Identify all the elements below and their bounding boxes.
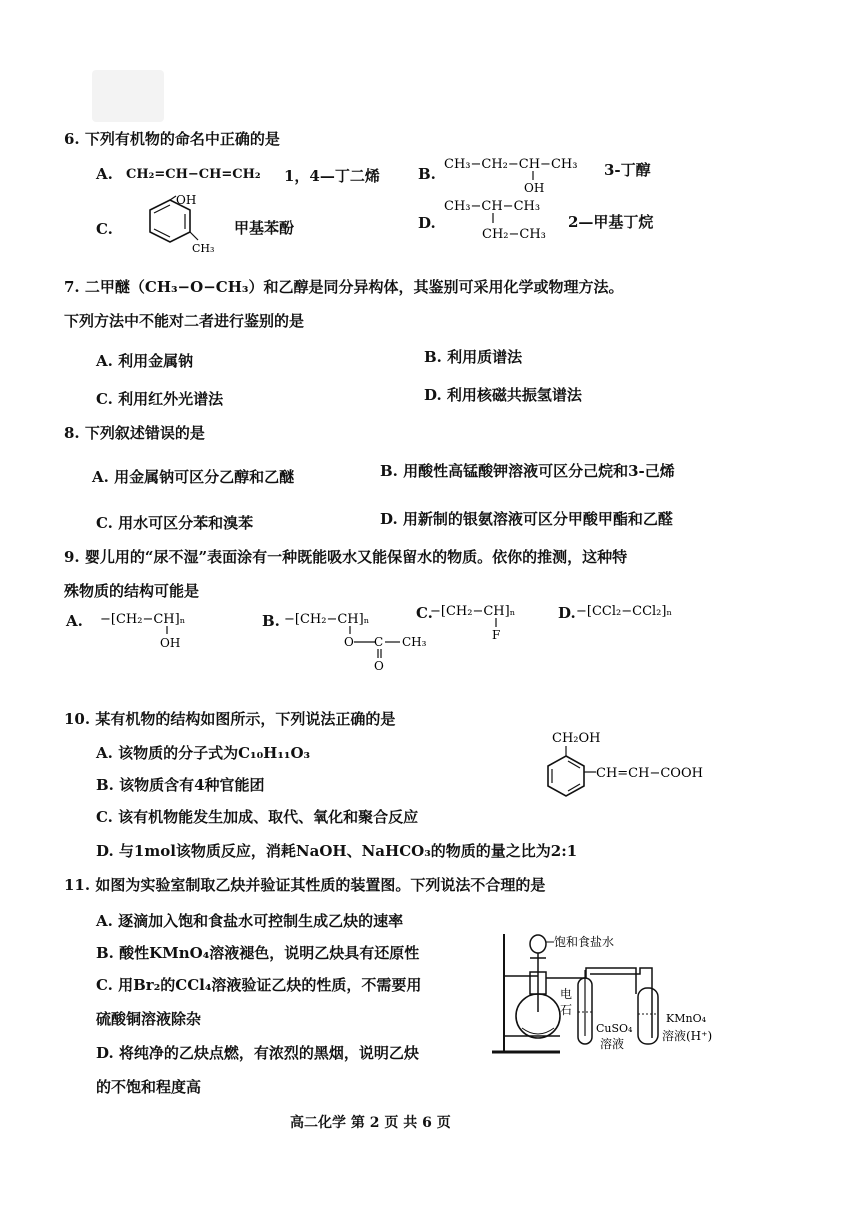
q6-option-b-name: 3-丁醇	[604, 161, 651, 179]
q11-option-d-line1: D. 将纯净的乙炔点燃，有浓烈的黑烟，说明乙炔	[96, 1044, 419, 1062]
q8-stem: 8. 下列叙述错误的是	[64, 424, 205, 442]
q6-option-c-name: 甲基苯酚	[234, 219, 295, 237]
svg-text:−[CH₂−CH]ₙ: −[CH₂−CH]ₙ	[100, 612, 186, 627]
svg-text:F: F	[492, 628, 501, 642]
q10-stem: 10. 某有机物的结构如图所示，下列说法正确的是	[64, 710, 396, 728]
q11-fig-kmno4-label-1: KMnO₄	[666, 1012, 706, 1025]
q11-option-a: A. 逐滴加入饱和食盐水可控制生成乙炔的速率	[96, 912, 404, 930]
svg-text:−[CH₂−CH]ₙ: −[CH₂−CH]ₙ	[284, 612, 370, 627]
svg-text:OH: OH	[160, 636, 181, 650]
q9-option-c-structure	[430, 597, 550, 647]
q11-option-d-line2: 的不饱和程度高	[96, 1078, 202, 1096]
q6-option-c-structure	[122, 192, 215, 257]
svg-text:CH₃: CH₃	[192, 242, 215, 255]
page-footer: 高二化学 第 2 页 共 6 页	[290, 1115, 451, 1131]
q11-option-c-line2: 硫酸铜溶液除杂	[96, 1010, 202, 1028]
svg-text:OH: OH	[524, 181, 545, 195]
q6-option-a-formula: CH₂=CH−CH=CH₂	[126, 167, 261, 182]
svg-text:−[CH₂−CH]ₙ: −[CH₂−CH]ₙ	[430, 604, 516, 619]
svg-text:CH₂−CH₃: CH₂−CH₃	[482, 227, 546, 242]
q11-fig-cuso4-label-2: 溶液	[600, 1037, 625, 1051]
q7-stem-line2: 下列方法中不能对二者进行鉴别的是	[64, 312, 305, 330]
q11-fig-brine-label: 饱和食盐水	[554, 935, 615, 949]
q11-stem: 11. 如图为实验室制取乙炔并验证其性质的装置图。下列说法不合理的是	[64, 876, 546, 894]
q9-option-d-label: D.	[558, 604, 576, 622]
q7-stem-line1: 7. 二甲醚（CH₃−O−CH₃）和乙醇是同分异构体，其鉴别可采用化学或物理方法。	[64, 278, 624, 296]
q6-option-d-structure	[440, 192, 570, 248]
q8-option-a: A. 用金属钠可区分乙醇和乙醚	[92, 468, 295, 486]
svg-text:OH: OH	[176, 193, 197, 207]
svg-text:C: C	[374, 635, 384, 649]
q11-fig-carbide-label-1: 电	[560, 987, 573, 1001]
q10-structure-diagram	[510, 722, 720, 808]
q11-option-b: B. 酸性KMnO₄溶液褪色，说明乙炔具有还原性	[96, 944, 420, 962]
q9-option-d-structure	[576, 597, 706, 627]
q9-stem-line1: 9. 婴儿用的“尿不湿”表面涂有一种既能吸水又能保留水的物质。依你的推测，这种特	[64, 548, 628, 566]
q6-option-b-structure	[440, 150, 590, 195]
q8-option-d: D. 用新制的银氨溶液可区分甲酸甲酯和乙醛	[380, 510, 673, 528]
q7-option-d: D. 利用核磁共振氢谱法	[424, 386, 582, 404]
svg-text:O: O	[344, 635, 354, 649]
q6-stem: 6. 下列有机物的命名中正确的是	[64, 130, 280, 148]
q9-option-c-label: C.	[416, 604, 433, 622]
scan-smudge	[92, 70, 164, 122]
q7-option-b: B. 利用质谱法	[424, 348, 523, 366]
q6-option-a-name: 1，4—丁二烯	[284, 167, 380, 185]
q10-option-c: C. 该有机物能发生加成、取代、氧化和聚合反应	[96, 808, 419, 826]
q9-option-b-label: B.	[262, 612, 280, 630]
q8-option-c: C. 用水可区分苯和溴苯	[96, 514, 254, 532]
q8-option-b: B. 用酸性高锰酸钾溶液可区分己烷和3-己烯	[380, 462, 675, 480]
q10-option-a: A. 该物质的分子式为C₁₀H₁₁O₃	[96, 744, 311, 762]
svg-text:CH₃−CH−CH₃: CH₃−CH−CH₃	[444, 199, 541, 214]
q10-option-d: D. 与1mol该物质反应，消耗NaOH、NaHCO₃的物质的量之比为2:1	[96, 842, 578, 860]
q9-option-a-structure	[100, 603, 230, 653]
svg-text:CH₃: CH₃	[402, 635, 427, 649]
q9-stem-line2: 殊物质的结构可能是	[64, 582, 200, 600]
q7-option-a: A. 利用金属钠	[96, 352, 194, 370]
svg-text:−[CCl₂−CCl₂]ₙ: −[CCl₂−CCl₂]ₙ	[576, 604, 673, 619]
svg-text:CH₃−CH₂−CH−CH₃: CH₃−CH₂−CH−CH₃	[444, 157, 578, 172]
q11-option-c-line1: C. 用Br₂的CCl₄溶液验证乙炔的性质，不需要用	[96, 976, 422, 994]
q6-option-d-name: 2—甲基丁烷	[568, 213, 654, 231]
q10-struct-top: CH₂OH	[552, 731, 601, 746]
q10-option-b: B. 该物质含有4种官能团	[96, 776, 265, 794]
svg-text:O: O	[374, 659, 384, 673]
q9-option-a-label: A.	[66, 612, 83, 630]
q6-option-a-label: A.	[96, 165, 113, 183]
q10-struct-chain: CH=CH−COOH	[596, 766, 703, 781]
q11-fig-kmno4-label-2: 溶液(H⁺)	[662, 1029, 713, 1043]
q6-option-d-label: D.	[418, 214, 436, 232]
q11-fig-cuso4-label-1: CuSO₄	[596, 1022, 633, 1035]
q6-option-c-label: C.	[96, 220, 113, 238]
q7-option-c: C. 利用红外光谱法	[96, 390, 224, 408]
q11-apparatus-diagram	[490, 928, 726, 1058]
q6-option-b-label: B.	[418, 165, 436, 183]
q11-fig-carbide-label-2: 石	[560, 1003, 573, 1017]
